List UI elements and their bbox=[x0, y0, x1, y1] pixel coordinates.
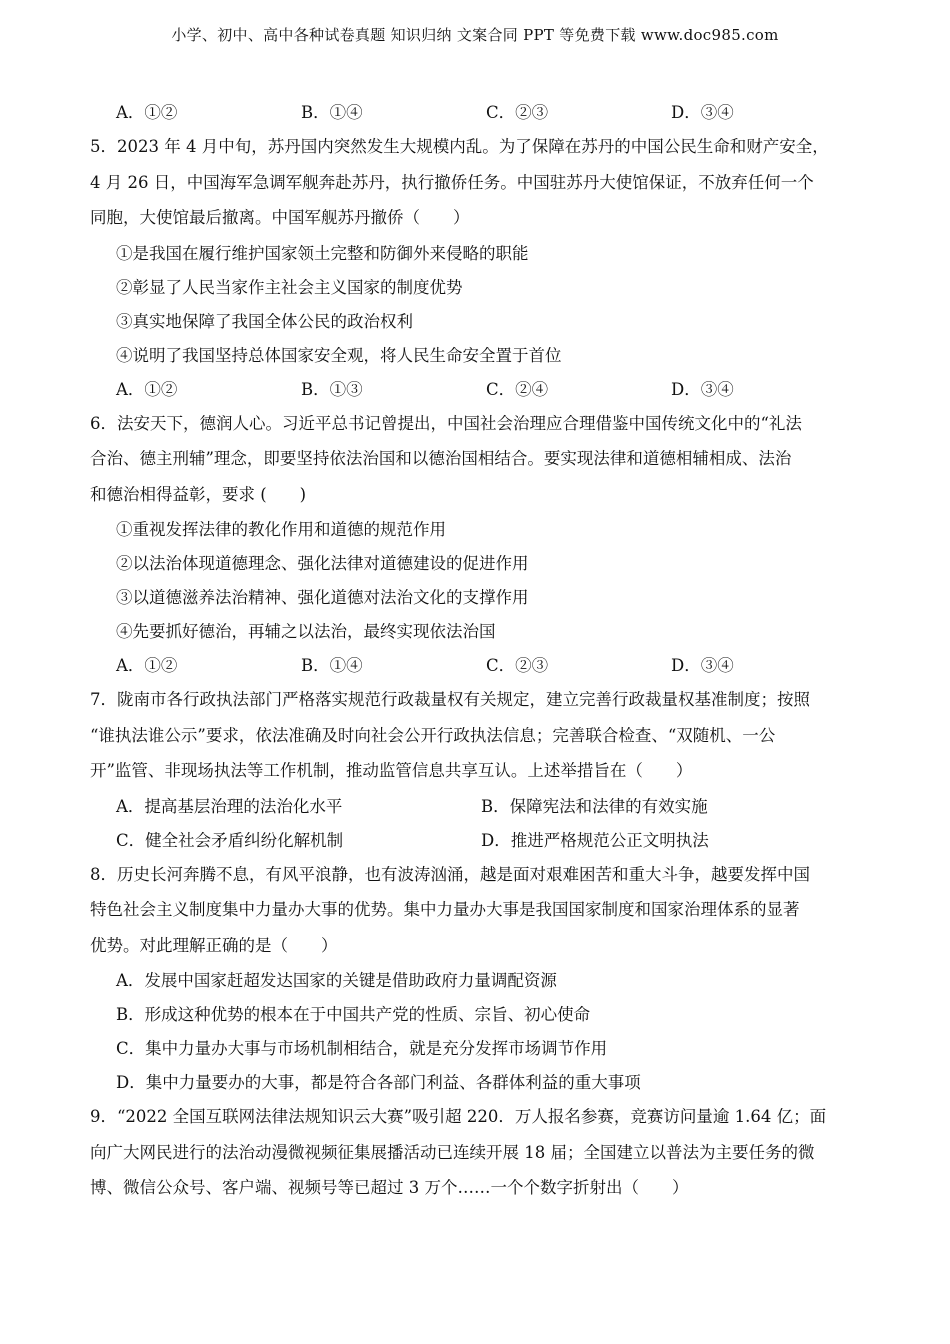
q4-option-a: A．①② bbox=[116, 103, 178, 122]
question-5 bbox=[90, 132, 860, 409]
q5-item: ②彰显了人民当家作主社会主义国家的制度优势 bbox=[116, 277, 463, 297]
q5-item: ③真实地保障了我国全体公民的政治权利 bbox=[116, 311, 413, 331]
page-header: 小学、初中、高中各种试卷真题 知识归纳 文案合同 PPT 等免费下载 www.doc985.com bbox=[171, 26, 779, 44]
q7-option-c: C．健全社会矛盾纠纷化解机制 bbox=[116, 830, 344, 850]
question-7 bbox=[90, 685, 860, 860]
q5-stem-line: 同胞，大使馆最后撤离。中国军舰苏丹撤侨（ ） bbox=[90, 208, 470, 227]
q6-item: ③以道德滋养法治精神、强化道德对法治文化的支撑作用 bbox=[116, 588, 529, 607]
q6-stem-line: 合治、德主刑辅”理念，即要坚持依法治国和以德治国相结合。要实现法律和道德相辅相成、法治 bbox=[90, 449, 792, 468]
q7-option-b: B．保障宪法和法律的有效实施 bbox=[481, 796, 708, 816]
q7-stem-line: 7．陇南市各行政执法部门严格落实规范行政裁量权有关规定，建立完善行政裁量权基准制度；按照 bbox=[90, 690, 810, 709]
q7-option-d: D．推进严格规范公正文明执法 bbox=[481, 830, 709, 850]
q6-options bbox=[90, 651, 860, 685]
q8-stem-line: 特色社会主义制度集中力量办大事的优势。集中力量办大事是我国国家制度和国家治理体系的显著 bbox=[90, 900, 800, 919]
q7-stem-line: 开”监管、非现场执法等工作机制，推动监管信息共享互认。上述举措旨在（ ） bbox=[90, 761, 693, 780]
q4-option-d: D．③④ bbox=[671, 103, 734, 122]
q4-option-c: C．②③ bbox=[486, 103, 549, 122]
q6-option-d: D．③④ bbox=[671, 656, 734, 675]
question-6 bbox=[90, 409, 860, 686]
q6-item: ④先要抓好德治，再辅之以法治，最终实现依法治国 bbox=[116, 622, 496, 641]
q6-item: ①重视发挥法律的教化作用和道德的规范作用 bbox=[116, 520, 446, 539]
q4-options bbox=[90, 98, 860, 132]
q7-options-row bbox=[90, 826, 860, 860]
q6-stem-line: 和德治相得益彰，要求 ( ) bbox=[90, 484, 307, 504]
q6-option-c: C．②③ bbox=[486, 656, 549, 675]
q8-stem-line: 8．历史长河奔腾不息，有风平浪静，也有波涛汹涌，越是面对艰难困苦和重大斗争，越要发挥中国 bbox=[90, 864, 810, 884]
q5-stem-line: 4 月 26 日，中国海军急调军舰奔赴苏丹，执行撤侨任务。中国驻苏丹大使馆保证，不放弃任何一个 bbox=[90, 172, 814, 192]
q5-options bbox=[90, 375, 860, 409]
q6-option-a: A．①② bbox=[116, 656, 178, 675]
q5-item: ④说明了我国坚持总体国家安全观，将人民生命安全置于首位 bbox=[116, 345, 562, 365]
q9-stem-line: 向广大网民进行的法治动漫微视频征集展播活动已连续开展 18 届；全国建立以普法为主要任务的微 bbox=[90, 1142, 815, 1162]
q5-option-a: A．①② bbox=[116, 379, 178, 399]
q8-option-a: A．发展中国家赶超发达国家的关键是借助政府力量调配资源 bbox=[116, 971, 557, 990]
q6-option-b: B．①④ bbox=[301, 656, 363, 675]
q8-option-b: B．形成这种优势的根本在于中国共产党的性质、宗旨、初心使命 bbox=[116, 1005, 591, 1024]
q7-stem-line: “谁执法谁公示”要求，依法准确及时向社会公开行政执法信息；完善联合检查、“双随机、一公 bbox=[90, 725, 776, 745]
q8-option-d: D．集中力量要办的大事，都是符合各部门利益、各群体利益的重大事项 bbox=[116, 1073, 641, 1092]
q6-stem-line: 6．法安天下，德润人心。习近平总书记曾提出，中国社会治理应合理借鉴中国传统文化中的“礼法 bbox=[90, 413, 802, 433]
q9-stem-line: 博、微信公众号、客户端、视频号等已超过 3 万个……一个个数字折射出（ ） bbox=[90, 1178, 689, 1197]
q6-item: ②以法治体现道德理念、强化法律对道德建设的促进作用 bbox=[116, 554, 529, 573]
q5-option-c: C．②④ bbox=[486, 379, 549, 399]
q5-item: ①是我国在履行维护国家领土完整和防御外来侵略的职能 bbox=[116, 243, 529, 263]
q8-option-c: C．集中力量办大事与市场机制相结合，就是充分发挥市场调节作用 bbox=[116, 1039, 608, 1058]
q5-stem-line: 5．2023 年 4 月中旬，苏丹国内突然发生大规模内乱。为了保障在苏丹的中国公民生命和财产安全， bbox=[90, 137, 829, 156]
q4-option-b: B．①④ bbox=[301, 103, 363, 122]
q5-option-d: D．③④ bbox=[671, 379, 734, 399]
q7-option-a: A．提高基层治理的法治化水平 bbox=[116, 796, 343, 816]
question-8 bbox=[90, 860, 860, 1103]
q5-option-b: B．①③ bbox=[301, 379, 363, 399]
q8-stem-line: 优势。对此理解正确的是（ ） bbox=[90, 935, 338, 955]
question-9 bbox=[90, 1102, 860, 1209]
exam-page bbox=[90, 98, 860, 1209]
q9-stem-line: 9．“2022 全国互联网法律法规知识云大赛”吸引超 220．万人报名参赛，竞赛访问量逾 1.64 亿；面 bbox=[90, 1107, 827, 1126]
q7-options-row bbox=[90, 792, 860, 826]
